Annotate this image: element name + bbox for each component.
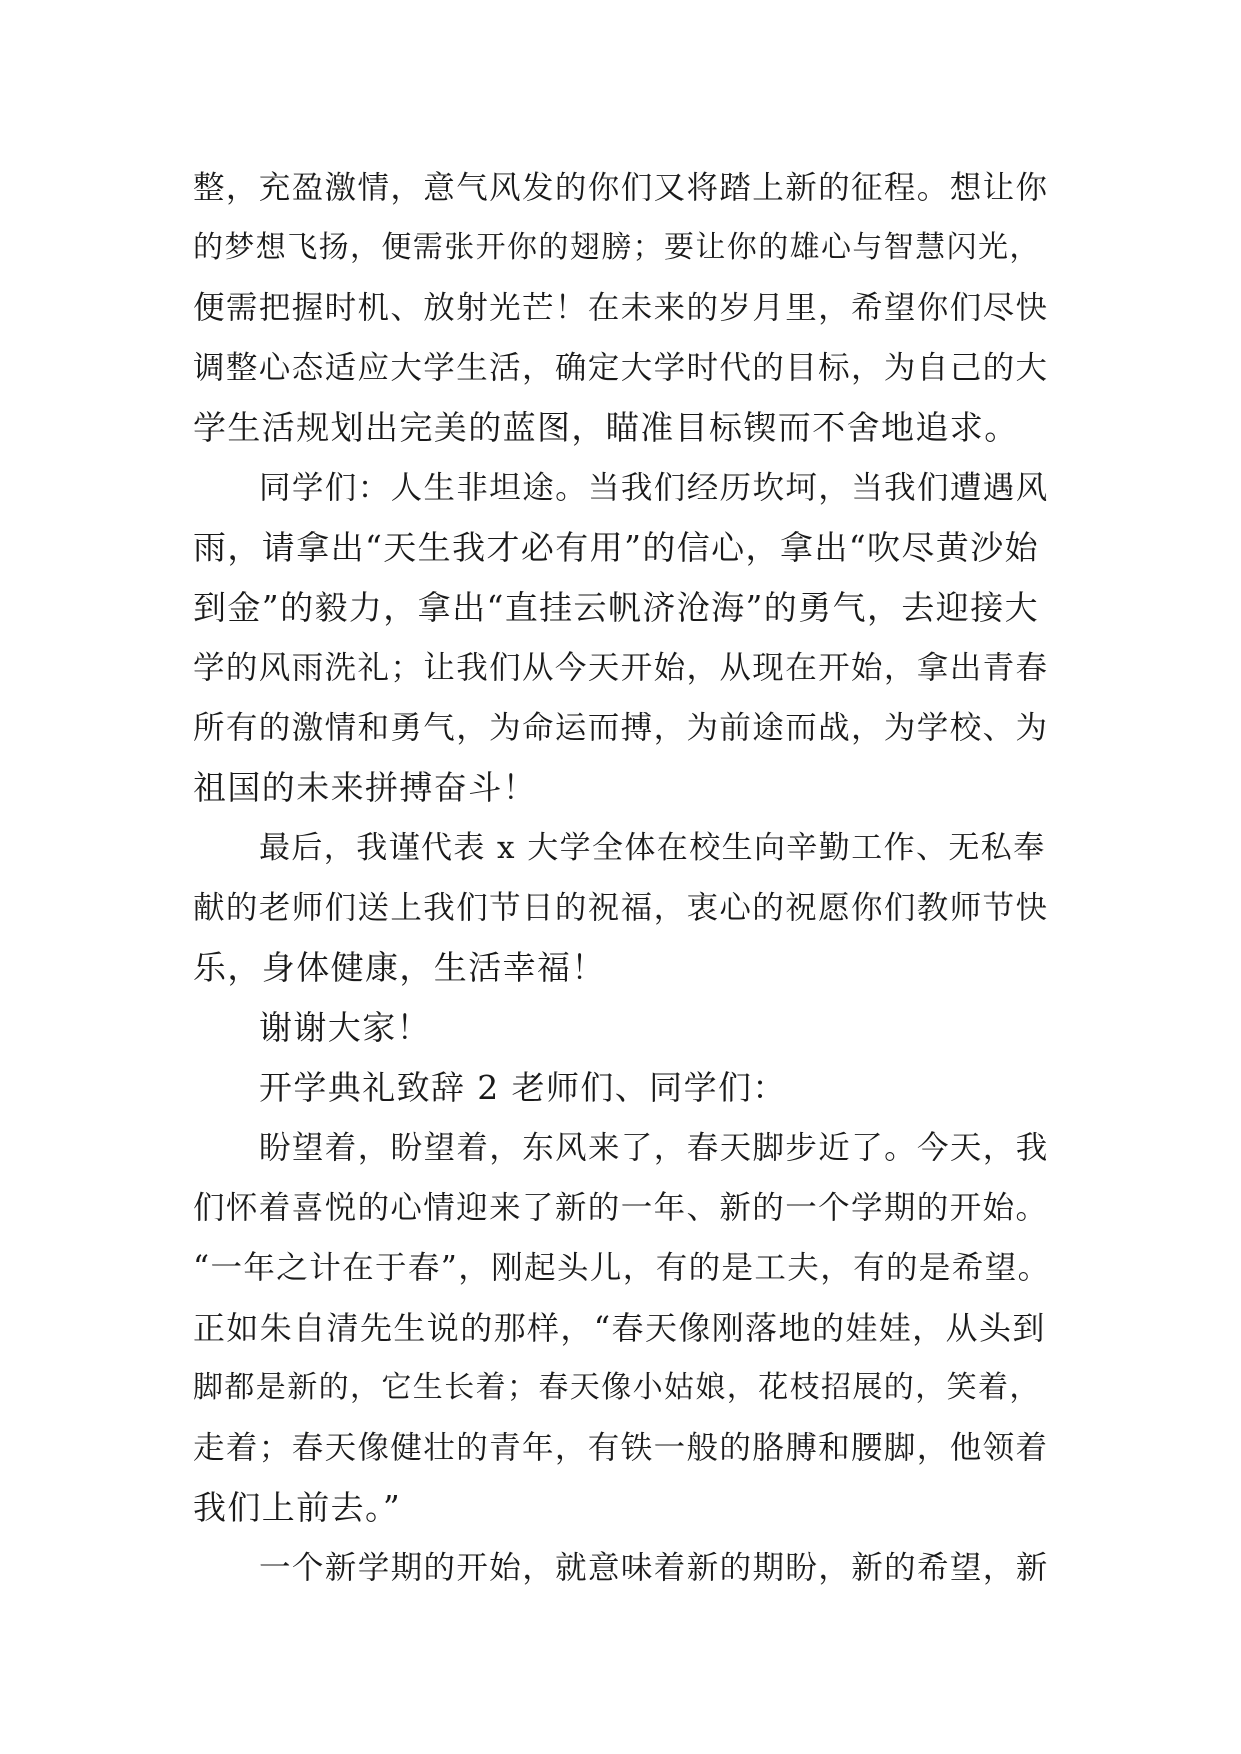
text-line: 正如朱自清先生说的那样，“春天像刚落地的娃娃，从头到 xyxy=(193,1309,1046,1347)
text-line: 雨，请拿出“天生我才必有用”的信心，拿出“吹尽黄沙始 xyxy=(193,528,1040,567)
text-line: 所有的激情和勇气，为命运而搏，为前途而战，为学校、为 xyxy=(193,710,1049,746)
text-line: 祖国的未来拼搏奋斗！ xyxy=(193,768,537,807)
text-line: 我们上前去。” xyxy=(193,1488,402,1527)
text-line: 学的风雨洗礼；让我们从今天开始，从现在开始，拿出青春 xyxy=(193,650,1049,686)
text-line: 盼望着，盼望着，东风来了，春天脚步近了。今天，我 xyxy=(259,1130,1049,1166)
text-line: 整，充盈激情，意气风发的你们又将踏上新的征程。想让你 xyxy=(193,170,1049,206)
text-line: 开学典礼致辞 2 老师们、同学们： xyxy=(259,1068,787,1107)
text-line: 们怀着喜悦的心情迎来了新的一年、新的一个学期的开始。 xyxy=(193,1190,1049,1226)
text-line: 谢谢大家！ xyxy=(259,1008,431,1047)
text-line: 调整心态适应大学生活，确定大学时代的目标，为自己的大 xyxy=(193,350,1049,386)
text-line: 的梦想飞扬，便需张开你的翅膀；要让你的雄心与智慧闪光， xyxy=(193,230,1041,265)
text-line: 便需把握时机、放射光芒！在未来的岁月里，希望你们尽快 xyxy=(193,290,1049,326)
text-line: 同学们：人生非坦途。当我们经历坎坷，当我们遭遇风 xyxy=(259,470,1049,506)
text-line: 到金”的毅力，拿出“直挂云帆济沧海”的勇气，去迎接大 xyxy=(193,588,1040,627)
text-line: 乐，身体健康，生活幸福！ xyxy=(193,948,606,987)
text-line: 脚都是新的，它生长着；春天像小姑娘，花枝招展的，笑着， xyxy=(193,1370,1041,1405)
text-line: “一年之计在于春”，刚起头儿，有的是工夫，有的是希望。 xyxy=(193,1250,1051,1286)
text-line: 献的老师们送上我们节日的祝福，衷心的祝愿你们教师节快 xyxy=(193,890,1049,926)
text-line: 学生活规划出完美的蓝图，瞄准目标锲而不舍地追求。 xyxy=(193,408,1019,447)
text-line: 一个新学期的开始，就意味着新的期盼，新的希望，新 xyxy=(259,1550,1049,1586)
text-line: 最后，我谨代表 x 大学全体在校生向辛勤工作、无私奉 xyxy=(259,830,1046,866)
text-line: 走着；春天像健壮的青年，有铁一般的胳膊和腰脚，他领着 xyxy=(193,1430,1049,1466)
document-body xyxy=(193,158,1053,1598)
